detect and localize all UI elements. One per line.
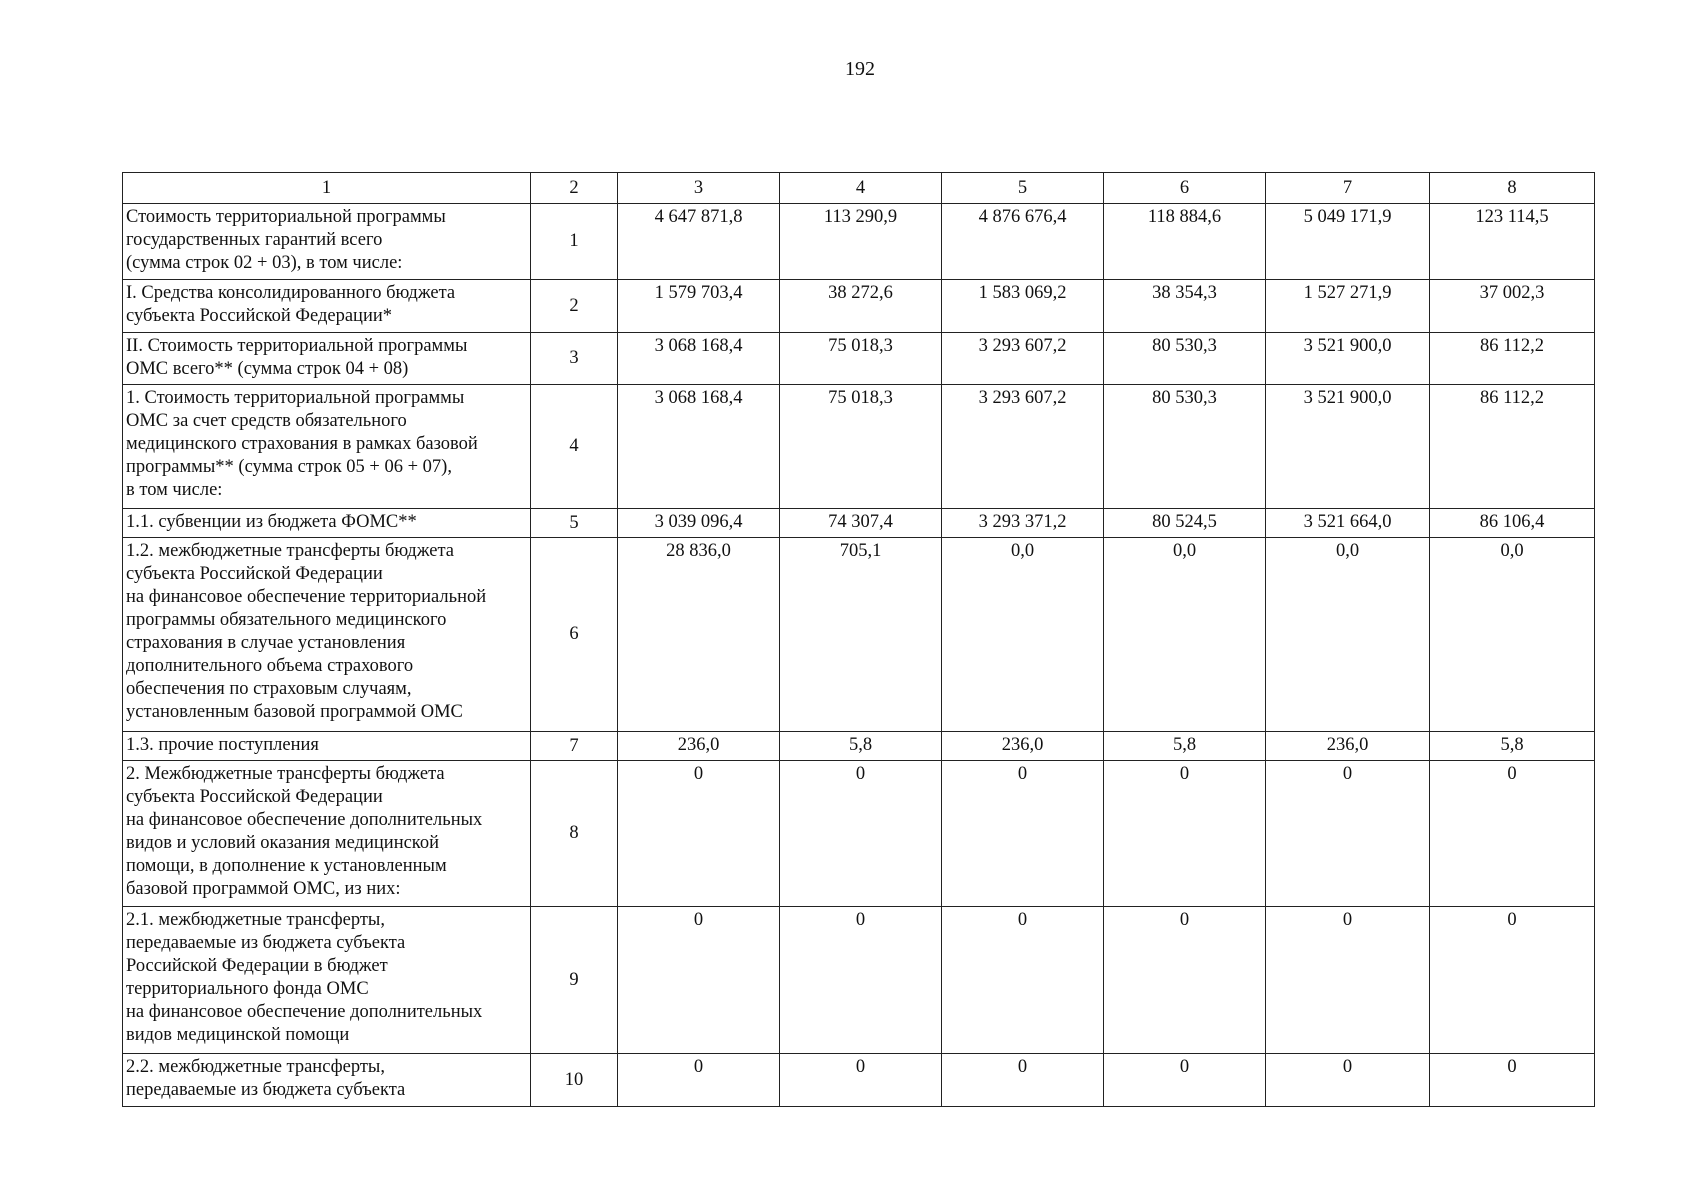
description-line: 2.1. межбюджетные трансферты, — [126, 910, 385, 930]
value-cell: 86 112,2 — [1430, 333, 1595, 385]
value-cell: 5,8 — [780, 732, 942, 761]
description-line: дополнительного объема страхового — [126, 656, 414, 676]
value-cell: 0 — [942, 1054, 1104, 1107]
value-cell: 0 — [618, 761, 780, 907]
column-number: 2 — [531, 173, 618, 204]
description-line: передаваемые из бюджета субъекта — [126, 1080, 406, 1100]
value-cell: 75 018,3 — [780, 385, 942, 509]
table-row — [123, 204, 1595, 280]
row-code: 3 — [531, 333, 618, 385]
value-cell: 0 — [618, 907, 780, 1054]
row-code: 2 — [531, 280, 618, 333]
value-cell: 113 290,9 — [780, 204, 942, 280]
description-line: установленным базовой программой ОМС — [126, 702, 463, 722]
description-line: на финансовое обеспечение территориальной — [126, 587, 487, 607]
row-description — [123, 333, 531, 385]
value-cell: 0 — [618, 1054, 780, 1107]
value-cell: 3 068 168,4 — [618, 385, 780, 509]
description-line: 1.2. межбюджетные трансферты бюджета — [126, 541, 454, 561]
budget-table — [122, 172, 1595, 1107]
table-row — [123, 1054, 1595, 1107]
row-code: 4 — [531, 385, 618, 509]
description-line: государственных гарантий всего — [126, 230, 383, 250]
description-line: ОМС за счет средств обязательного — [126, 411, 407, 431]
value-cell: 236,0 — [942, 732, 1104, 761]
row-code: 8 — [531, 761, 618, 907]
value-cell: 3 521 900,0 — [1266, 385, 1430, 509]
value-cell: 0,0 — [1104, 538, 1266, 732]
row-description — [123, 761, 531, 907]
row-code: 10 — [531, 1054, 618, 1107]
description-line: 1. Стоимость территориальной программы — [126, 388, 465, 408]
row-description — [123, 509, 531, 538]
description-line: 2. Межбюджетные трансферты бюджета — [126, 764, 445, 784]
value-cell: 3 293 607,2 — [942, 385, 1104, 509]
description-line: субъекта Российской Федерации — [126, 564, 383, 584]
value-cell: 118 884,6 — [1104, 204, 1266, 280]
row-description — [123, 732, 531, 761]
description-line: программы** (сумма строк 05 + 06 + 07), — [126, 457, 452, 477]
value-cell: 0 — [1266, 907, 1430, 1054]
row-description — [123, 204, 531, 280]
value-cell: 4 876 676,4 — [942, 204, 1104, 280]
value-cell: 0 — [1104, 761, 1266, 907]
value-cell: 80 524,5 — [1104, 509, 1266, 538]
value-cell: 0 — [780, 1054, 942, 1107]
description-line: субъекта Российской Федерации* — [126, 306, 393, 326]
value-cell: 1 583 069,2 — [942, 280, 1104, 333]
value-cell: 0,0 — [942, 538, 1104, 732]
description-line: ОМС всего** (сумма строк 04 + 08) — [126, 359, 409, 379]
value-cell: 75 018,3 — [780, 333, 942, 385]
description-line: страхования в случае установления — [126, 633, 406, 653]
table-row — [123, 280, 1595, 333]
column-number-row — [123, 173, 1595, 204]
column-number: 4 — [780, 173, 942, 204]
value-cell: 3 293 371,2 — [942, 509, 1104, 538]
value-cell: 38 272,6 — [780, 280, 942, 333]
value-cell: 0 — [942, 761, 1104, 907]
value-cell: 80 530,3 — [1104, 333, 1266, 385]
row-description — [123, 907, 531, 1054]
value-cell: 705,1 — [780, 538, 942, 732]
value-cell: 3 039 096,4 — [618, 509, 780, 538]
row-description — [123, 280, 531, 333]
value-cell: 3 521 900,0 — [1266, 333, 1430, 385]
table-row — [123, 333, 1595, 385]
value-cell: 0 — [1266, 761, 1430, 907]
description-line: территориального фонда ОМС — [126, 979, 369, 999]
row-code: 1 — [531, 204, 618, 280]
value-cell: 5,8 — [1104, 732, 1266, 761]
value-cell: 1 579 703,4 — [618, 280, 780, 333]
table-row — [123, 907, 1595, 1054]
value-cell: 3 068 168,4 — [618, 333, 780, 385]
description-line: базовой программой ОМС, из них: — [126, 879, 401, 899]
value-cell: 5 049 171,9 — [1266, 204, 1430, 280]
value-cell: 5,8 — [1430, 732, 1595, 761]
value-cell: 4 647 871,8 — [618, 204, 780, 280]
table-row — [123, 509, 1595, 538]
description-line: видов медицинской помощи — [126, 1025, 350, 1045]
value-cell: 28 836,0 — [618, 538, 780, 732]
value-cell: 3 293 607,2 — [942, 333, 1104, 385]
value-cell: 0 — [780, 907, 942, 1054]
description-line: 1.3. прочие поступления — [126, 735, 319, 755]
value-cell: 0 — [780, 761, 942, 907]
page-number: 192 — [845, 58, 875, 80]
row-code: 6 — [531, 538, 618, 732]
value-cell: 0 — [1430, 1054, 1595, 1107]
description-line: помощи, в дополнение к установленным — [126, 856, 447, 876]
value-cell: 0 — [1104, 907, 1266, 1054]
value-cell: 3 521 664,0 — [1266, 509, 1430, 538]
column-number: 5 — [942, 173, 1104, 204]
row-code: 9 — [531, 907, 618, 1054]
description-line: медицинского страхования в рамках базовой — [126, 434, 478, 454]
value-cell: 0 — [1266, 1054, 1430, 1107]
row-description — [123, 385, 531, 509]
value-cell: 236,0 — [1266, 732, 1430, 761]
value-cell: 0 — [1430, 907, 1595, 1054]
value-cell: 0 — [1104, 1054, 1266, 1107]
description-line: видов и условий оказания медицинской — [126, 833, 440, 853]
table-row — [123, 732, 1595, 761]
value-cell: 1 527 271,9 — [1266, 280, 1430, 333]
description-line: 1.1. субвенции из бюджета ФОМС** — [126, 512, 417, 532]
description-line: I. Средства консолидированного бюджета — [126, 283, 456, 303]
table-row — [123, 761, 1595, 907]
column-number: 1 — [123, 173, 531, 204]
column-number: 3 — [618, 173, 780, 204]
description-line: обеспечения по страховым случаям, — [126, 679, 412, 699]
description-line: субъекта Российской Федерации — [126, 787, 383, 807]
column-number: 8 — [1430, 173, 1595, 204]
row-code: 5 — [531, 509, 618, 538]
description-line: (сумма строк 02 + 03), в том числе: — [126, 253, 403, 273]
description-line: 2.2. межбюджетные трансферты, — [126, 1057, 385, 1077]
description-line: на финансовое обеспечение дополнительных — [126, 810, 483, 830]
description-line: в том числе: — [126, 480, 223, 500]
description-line: II. Стоимость территориальной программы — [126, 336, 468, 356]
table-row — [123, 385, 1595, 509]
description-line: Российской Федерации в бюджет — [126, 956, 388, 976]
value-cell: 86 106,4 — [1430, 509, 1595, 538]
column-number: 7 — [1266, 173, 1430, 204]
value-cell: 0 — [942, 907, 1104, 1054]
value-cell: 86 112,2 — [1430, 385, 1595, 509]
row-description — [123, 538, 531, 732]
column-number: 6 — [1104, 173, 1266, 204]
value-cell: 74 307,4 — [780, 509, 942, 538]
value-cell: 37 002,3 — [1430, 280, 1595, 333]
value-cell: 38 354,3 — [1104, 280, 1266, 333]
value-cell: 236,0 — [618, 732, 780, 761]
value-cell: 80 530,3 — [1104, 385, 1266, 509]
description-line: на финансовое обеспечение дополнительных — [126, 1002, 483, 1022]
row-description — [123, 1054, 531, 1107]
description-line: Стоимость территориальной программы — [126, 207, 446, 227]
description-line: программы обязательного медицинского — [126, 610, 447, 630]
value-cell: 0,0 — [1266, 538, 1430, 732]
table-row — [123, 538, 1595, 732]
value-cell: 0 — [1430, 761, 1595, 907]
value-cell: 0,0 — [1430, 538, 1595, 732]
row-code: 7 — [531, 732, 618, 761]
value-cell: 123 114,5 — [1430, 204, 1595, 280]
description-line: передаваемые из бюджета субъекта — [126, 933, 406, 953]
